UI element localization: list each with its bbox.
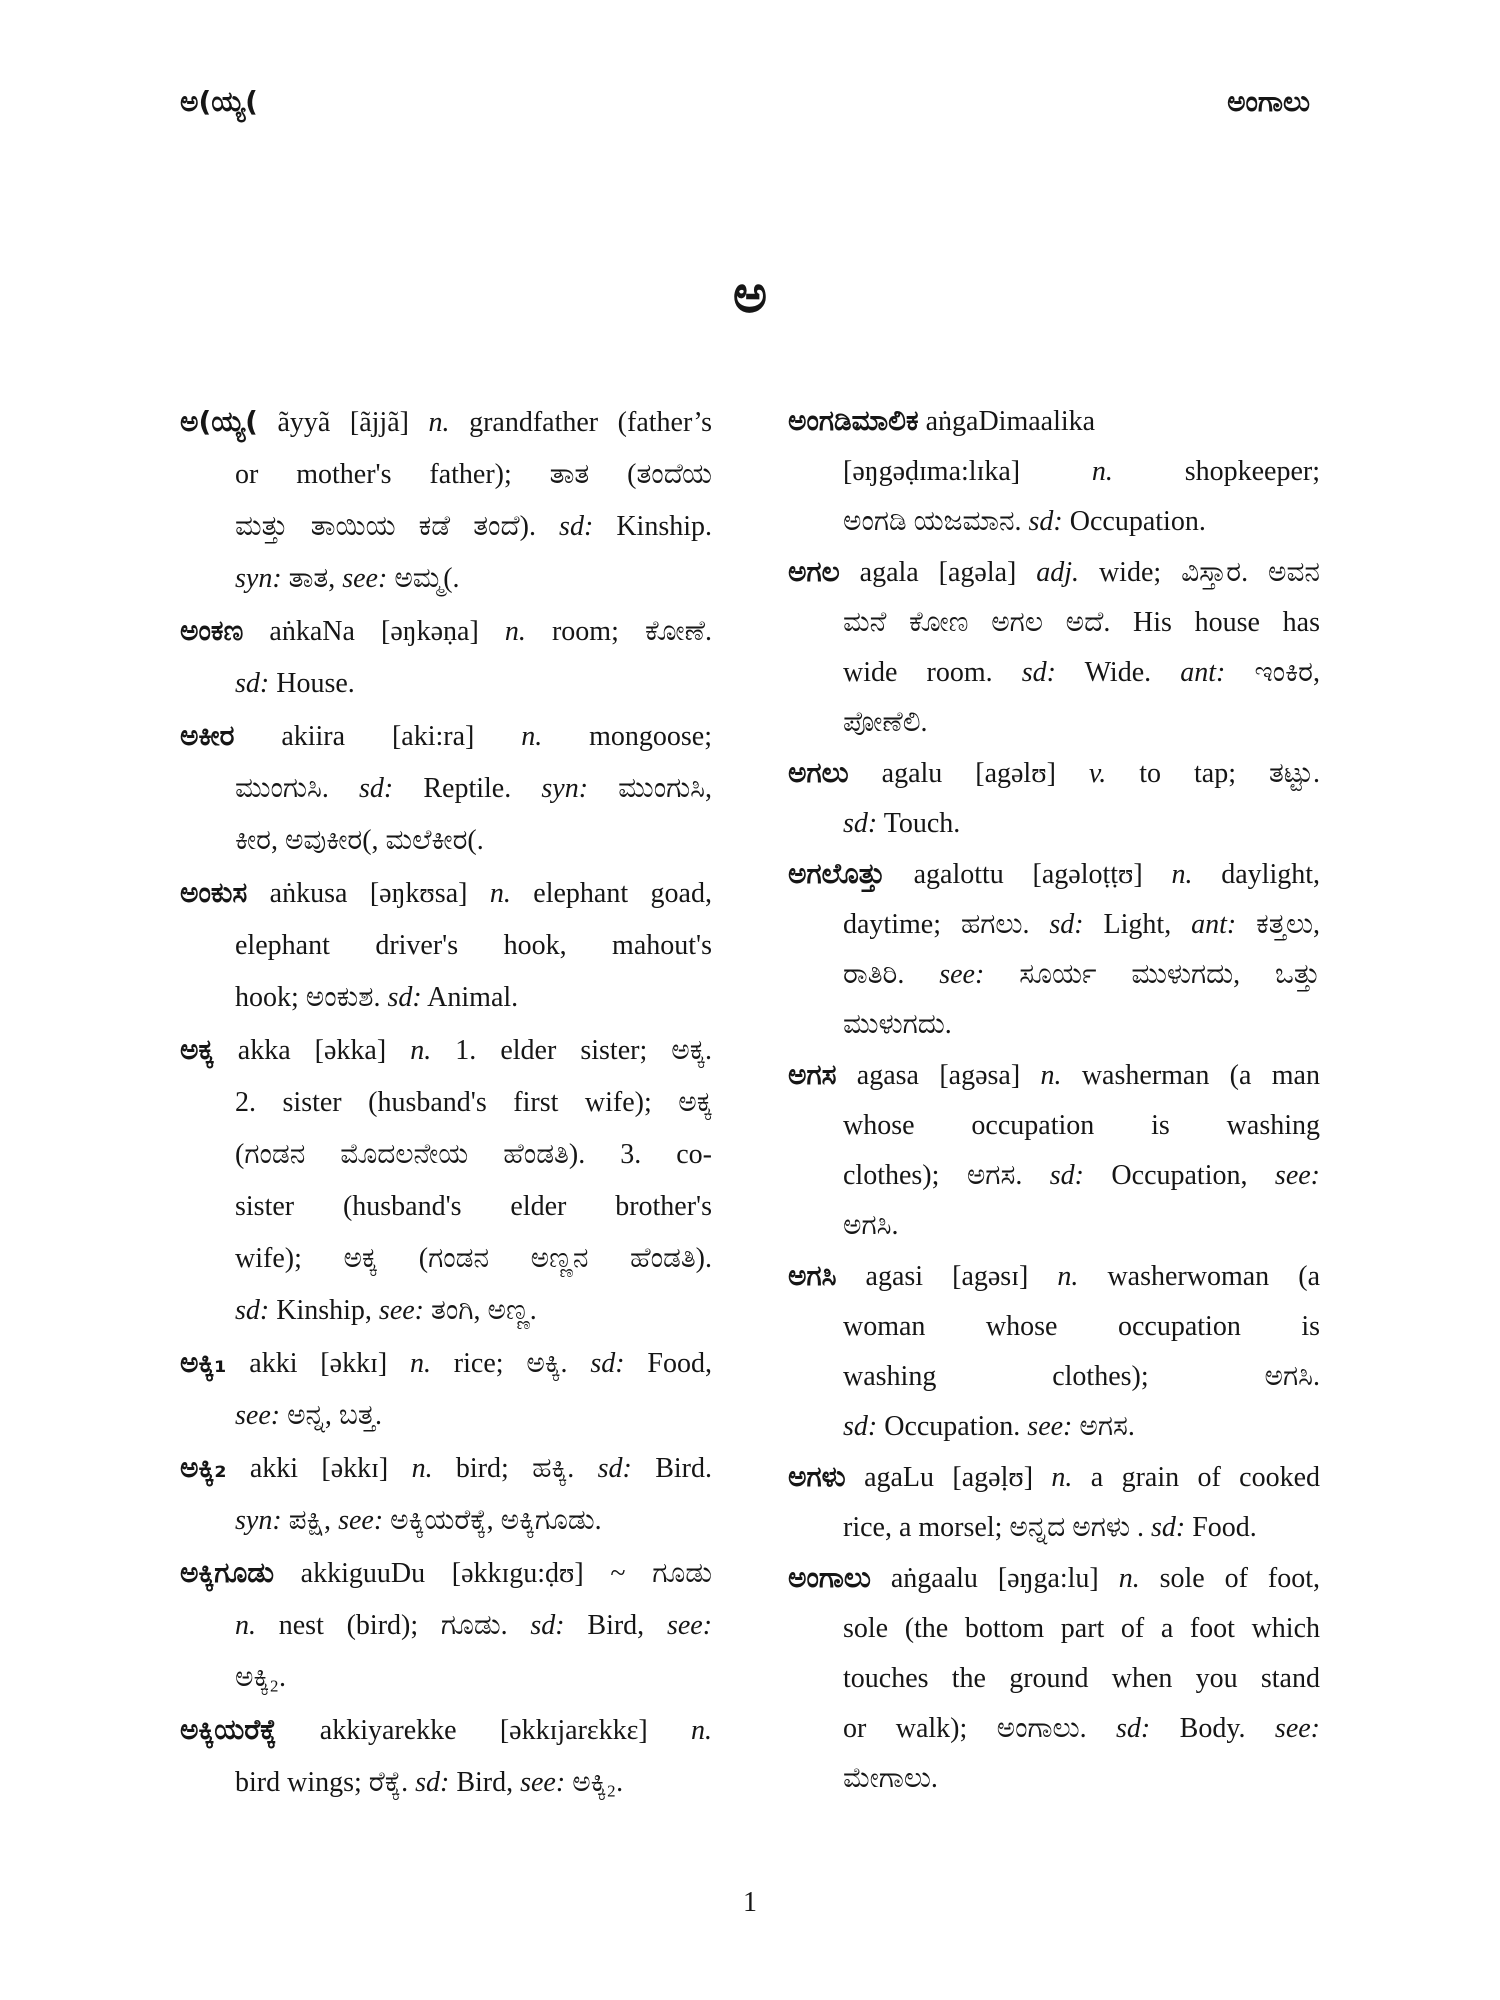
- definition-text: [əŋgəḍɪma:lɪka]: [843, 456, 1092, 487]
- definition-text: ಮುಂಗುಸಿ,: [588, 773, 713, 804]
- definition-text: mongoose;: [542, 721, 713, 752]
- definition-text: 1. elder sister; ಅಕ್ಕ.: [431, 1035, 712, 1066]
- definition-text: Wide.: [1056, 657, 1181, 688]
- entry-line: [180, 1024, 712, 1077]
- definition-text: ಅಮ್ಮ(.: [387, 563, 460, 594]
- semantic-domain-label: sd:: [843, 1411, 878, 1442]
- entry-line: [788, 849, 1320, 900]
- see-also-label: see:: [939, 959, 985, 990]
- definition-text: clothes); ಅಗಸ.: [843, 1160, 1050, 1191]
- semantic-domain-label: sd:: [1021, 657, 1056, 688]
- definition-text: Occupation,: [1083, 1160, 1275, 1191]
- see-also-label: see:: [378, 1295, 424, 1326]
- entry-line: [180, 1077, 712, 1129]
- part-of-speech: n.: [1040, 1060, 1062, 1091]
- definition-text: ಅಕ್ಕಿಯರೆಕ್ಕೆ, ಅಕ್ಕಿಗೂಡು.: [383, 1505, 602, 1536]
- page-number: 1: [743, 1887, 757, 1918]
- definition-text: akka [əkka]: [213, 1035, 411, 1066]
- definition-text: ಇಂಕಿರ,: [1225, 657, 1320, 688]
- entry-line: [788, 1704, 1320, 1754]
- entry-line: [788, 1101, 1320, 1151]
- entry-line: [180, 605, 712, 658]
- definition-text: washerman (a man: [1061, 1060, 1320, 1091]
- entry-line: [788, 648, 1320, 698]
- definition-text: rice; ಅಕ್ಕಿ.: [430, 1348, 591, 1379]
- definition-text: akkiguuDu [əkkɪgu:ḍʊ] ~ ಗೂಡು: [273, 1558, 712, 1589]
- definition-text: ತಾತ,: [281, 563, 343, 594]
- semantic-domain-label: sd:: [415, 1767, 450, 1798]
- headword: ಅಗಸಿ: [788, 1259, 837, 1292]
- headword: ಅಕ್ಕಿ₁: [180, 1346, 227, 1379]
- definition-text: akiira [aki:ra]: [234, 721, 522, 752]
- part-of-speech: n.: [1171, 859, 1193, 890]
- semantic-domain-label: sd:: [530, 1610, 565, 1641]
- antonym-label: ant:: [1180, 657, 1226, 688]
- part-of-speech: adj.: [1036, 557, 1080, 588]
- dictionary-entry: [180, 396, 712, 605]
- headword: ಅಗಳು: [788, 1460, 846, 1493]
- entry-line: [180, 710, 712, 763]
- synonym-label: syn:: [235, 1505, 282, 1536]
- entry-line: [788, 497, 1320, 547]
- part-of-speech: n.: [1057, 1261, 1079, 1292]
- definition-text: Occupation.: [1062, 506, 1206, 537]
- definition-text: ಕತ್ತಲು,: [1236, 909, 1320, 940]
- entry-line: [788, 396, 1320, 447]
- see-also-label: see:: [520, 1767, 566, 1798]
- entry-line: [788, 1151, 1320, 1201]
- definition-text: ಅಗಸಿ.: [843, 1210, 899, 1241]
- definition-text: daylight,: [1192, 859, 1321, 890]
- entry-line: [180, 658, 712, 710]
- definition-text: aṅgaDimaalika: [918, 406, 1096, 437]
- entry-line: [180, 1181, 712, 1233]
- entry-line: [788, 1251, 1320, 1302]
- definition-text: elephant driver's hook, mahout's: [235, 930, 712, 961]
- definition-text: ಮುಳುಗದು.: [843, 1009, 952, 1040]
- entry-line: [788, 1402, 1320, 1452]
- dictionary-entry: [788, 1050, 1320, 1251]
- entry-line: [788, 698, 1320, 748]
- definition-text: ãyyã [ãjjã]: [257, 407, 429, 438]
- part-of-speech: n.: [489, 878, 511, 909]
- definition-text: Bird,: [564, 1610, 667, 1641]
- definition-text: akki [əkkɪ]: [226, 1348, 410, 1379]
- dictionary-entry: [788, 1553, 1320, 1804]
- definition-text: agalu [agəlʊ]: [848, 758, 1089, 789]
- entry-line: [180, 1704, 712, 1757]
- semantic-domain-label: sd:: [235, 1295, 270, 1326]
- entry-line: [788, 1754, 1320, 1804]
- dictionary-entry: [180, 605, 712, 710]
- dictionary-entry: [180, 867, 712, 1024]
- definition-text: wide; ವಿಸ್ತಾರ. ಅವನ: [1079, 557, 1320, 588]
- entry-line: [180, 867, 712, 920]
- antonym-label: ant:: [1191, 909, 1237, 940]
- dictionary-entry: [180, 1442, 712, 1547]
- definition-text: aṅkusa [əŋkʊsa]: [247, 878, 490, 909]
- part-of-speech: n.: [235, 1610, 256, 1641]
- see-also-label: see:: [1274, 1160, 1320, 1191]
- headword: ಅಗಸ: [788, 1058, 837, 1091]
- entry-line: [788, 900, 1320, 950]
- definition-text: bird wings; ರೆಕ್ಕೆ.: [235, 1767, 416, 1798]
- definition-text: Bird.: [631, 1453, 713, 1484]
- entry-line: [180, 1547, 712, 1600]
- part-of-speech: n.: [1118, 1563, 1140, 1594]
- headword: ಅಕೀರ: [180, 719, 235, 752]
- semantic-domain-label: sd:: [559, 511, 594, 542]
- entry-line: [180, 1129, 712, 1181]
- entry-line: [788, 1302, 1320, 1352]
- definition-text: Bird,: [449, 1767, 521, 1798]
- entry-line: [180, 815, 712, 867]
- definition-text: touches the ground when you stand: [843, 1663, 1320, 1694]
- entry-line: [180, 763, 712, 815]
- entry-line: [180, 449, 712, 501]
- semantic-domain-label: sd:: [235, 668, 270, 699]
- see-also-label: see:: [666, 1610, 713, 1641]
- definition-text: aṅkaNa [əŋkəṇa]: [243, 616, 505, 647]
- semantic-domain-label: sd:: [1049, 909, 1084, 940]
- semantic-domain-label: sd:: [597, 1453, 632, 1484]
- definition-text: Food.: [1185, 1512, 1257, 1543]
- definition-text: wife); ಅಕ್ಕ (ಗಂಡನ ಅಣ್ಣನ ಹೆಂಡತಿ).: [235, 1243, 712, 1274]
- definition-text: ಅನ್ನ, ಬತ್ತ.: [280, 1400, 383, 1431]
- definition-text: or mother's father); ತಾತ (ತಂದೆಯ: [235, 459, 712, 490]
- definition-text: ಸೂರ್ಯ ಮುಳುಗದು, ಒತ್ತು: [984, 959, 1320, 990]
- entry-line: [788, 1050, 1320, 1101]
- entry-line: [788, 1201, 1320, 1251]
- left-column: [180, 396, 712, 1809]
- see-also-label: see:: [338, 1505, 384, 1536]
- definition-text: nest (bird); ಗೂಡು.: [256, 1610, 531, 1641]
- entry-line: [180, 1757, 712, 1809]
- definition-text: sole of foot,: [1139, 1563, 1320, 1594]
- definition-text: ಮನೆ ಕೋಣ ಅಗಲ ಅದೆ. His house has: [843, 607, 1320, 638]
- entry-line: [180, 1652, 712, 1704]
- entry-line: [180, 553, 712, 605]
- entry-line: [788, 748, 1320, 799]
- semantic-domain-label: sd:: [387, 982, 422, 1013]
- right-column: [788, 396, 1320, 1804]
- see-also-label: see:: [235, 1400, 281, 1431]
- dictionary-entry: [788, 547, 1320, 748]
- entry-line: [180, 396, 712, 449]
- definition-text: akkiyarekke [əkkɪjarɛkkɛ]: [276, 1715, 691, 1746]
- part-of-speech: n.: [1051, 1462, 1073, 1493]
- definition-text: bird; ಹಕ್ಕಿ.: [432, 1453, 598, 1484]
- definition-text: ತಂಗಿ, ಅಣ್ಣ.: [424, 1295, 537, 1326]
- entry-line: [788, 1604, 1320, 1654]
- definition-text: wide room.: [843, 657, 1022, 688]
- definition-text: akki [əkkɪ]: [226, 1453, 412, 1484]
- definition-text: agaLu [agəḷʊ]: [845, 1462, 1052, 1493]
- definition-text: daytime; ಹಗಲು.: [843, 909, 1050, 940]
- part-of-speech: n.: [409, 1348, 431, 1379]
- definition-text: Animal.: [421, 982, 519, 1013]
- entry-line: [788, 950, 1320, 1000]
- part-of-speech: n.: [521, 721, 543, 752]
- dictionary-entry: [180, 1704, 712, 1809]
- headword: ಅಗಲೊತ್ತು: [788, 857, 885, 890]
- definition-text: agasa [agəsa]: [836, 1060, 1041, 1091]
- definition-text: agasi [agəsɪ]: [836, 1261, 1058, 1292]
- definition-text: Reptile.: [393, 773, 542, 804]
- definition-text: ರಾತಿರಿ.: [843, 959, 940, 990]
- definition-text: elephant goad,: [510, 878, 712, 909]
- semantic-domain-label: sd:: [1028, 506, 1063, 537]
- dictionary-entry: [788, 748, 1320, 849]
- dictionary-entry: [180, 1547, 712, 1704]
- headword: ಅಂಕಣ: [180, 614, 244, 647]
- part-of-speech: n.: [428, 407, 450, 438]
- part-of-speech: n.: [410, 1035, 432, 1066]
- semantic-domain-label: sd:: [1150, 1512, 1186, 1543]
- entry-line: [788, 1553, 1320, 1604]
- dictionary-entry: [788, 396, 1320, 547]
- dictionary-entry: [788, 1251, 1320, 1452]
- definition-text: ಪೋಣೆಲಿ.: [843, 707, 928, 738]
- definition-text: agalottu [agəloṭṭʊ]: [884, 859, 1172, 890]
- entry-line: [180, 1600, 712, 1652]
- definition-text: agala [agəla]: [839, 557, 1037, 588]
- entry-line: [788, 1000, 1320, 1050]
- see-also-label: see:: [1027, 1411, 1073, 1442]
- entry-line: [180, 1233, 712, 1285]
- semantic-domain-label: sd:: [1116, 1713, 1151, 1744]
- entry-line: [180, 501, 712, 553]
- entry-line: [180, 972, 712, 1024]
- definition-text: ಕೀರ, ಅವುಕೀರ(, ಮಲೆಕೀರ(.: [235, 825, 484, 856]
- entry-line: [788, 598, 1320, 648]
- definition-text: washerwoman (a: [1078, 1261, 1320, 1292]
- headword: ಅಗಲ: [788, 555, 840, 588]
- dictionary-entry: [180, 1337, 712, 1442]
- part-of-speech: v.: [1088, 758, 1107, 789]
- definition-text: (ಗಂಡನ ಮೊದಲನೇಯ ಹೆಂಡತಿ). 3. co-: [235, 1139, 712, 1170]
- headword: ಅಕ್ಕಿಯರೆಕ್ಕೆ: [180, 1713, 277, 1746]
- entry-line: [788, 1654, 1320, 1704]
- definition-text: aṅgaalu [əŋga:lu]: [870, 1563, 1119, 1594]
- dictionary-entry: [788, 849, 1320, 1050]
- semantic-domain-label: sd:: [843, 808, 878, 839]
- definition-text: whose occupation is washing: [843, 1110, 1320, 1141]
- part-of-speech: n.: [411, 1453, 433, 1484]
- dictionary-entry: [788, 1452, 1320, 1553]
- part-of-speech: n.: [504, 616, 526, 647]
- part-of-speech: n.: [1091, 456, 1113, 487]
- definition-text: grandfather (father’s: [449, 407, 712, 438]
- headword: ಅಕ್ಕಿಗೂಡು: [180, 1556, 274, 1589]
- definition-text: ಅಕ್ಕಿ₂.: [235, 1662, 286, 1693]
- definition-text: a grain of cooked: [1072, 1462, 1321, 1493]
- definition-text: Occupation.: [877, 1411, 1028, 1442]
- definition-text: Touch.: [877, 808, 961, 839]
- definition-text: ಅಂಗಡಿ ಯಜಮಾನ.: [843, 506, 1029, 537]
- see-also-label: see:: [342, 563, 388, 594]
- running-head-last-word: ಅಂಗಾಲು: [1227, 85, 1310, 118]
- synonym-label: syn:: [235, 563, 282, 594]
- section-letter: ಅ: [732, 265, 768, 325]
- entry-line: [180, 920, 712, 972]
- definition-text: Food,: [624, 1348, 712, 1379]
- definition-text: sister (husband's elder brother's: [235, 1191, 712, 1222]
- entry-line: [180, 1495, 712, 1547]
- headword: ಅಗಲು: [788, 756, 849, 789]
- running-head-first-word: ಅ(ಯ್ಯ(: [180, 85, 258, 118]
- definition-text: ಮತ್ತು ತಾಯಿಯ ಕಡೆ ತಂದೆ).: [235, 511, 560, 542]
- entry-line: [788, 547, 1320, 598]
- part-of-speech: n.: [691, 1715, 712, 1746]
- definition-text: House.: [269, 668, 355, 699]
- headword: ಅಕ್ಕಿ₂: [180, 1451, 227, 1484]
- definition-text: or walk); ಅಂಗಾಲು.: [843, 1713, 1117, 1744]
- definition-text: 2. sister (husband's first wife); ಅಕ್ಕ: [235, 1087, 712, 1118]
- headword: ಅಂಕುಸ: [180, 876, 248, 909]
- definition-text: hook; ಅಂಕುಶ.: [235, 982, 388, 1013]
- definition-text: ಮೇಗಾಲು.: [843, 1763, 938, 1794]
- see-also-label: see:: [1274, 1713, 1320, 1744]
- headword: ಅಂಗಾಲು: [788, 1561, 871, 1594]
- entry-line: [788, 1503, 1320, 1553]
- dictionary-entry: [180, 1024, 712, 1337]
- definition-text: Light,: [1083, 909, 1192, 940]
- definition-text: rice, a morsel; ಅನ್ನದ ಅಗಳು .: [843, 1512, 1151, 1543]
- headword: ಅ(ಯ್ಯ(: [180, 405, 258, 438]
- definition-text: Body.: [1150, 1713, 1275, 1744]
- entry-line: [788, 799, 1320, 849]
- semantic-domain-label: sd:: [590, 1348, 625, 1379]
- definition-text: woman whose occupation is: [843, 1311, 1320, 1342]
- entry-line: [180, 1442, 712, 1495]
- definition-text: washing clothes); ಅಗಸಿ.: [843, 1361, 1320, 1392]
- semantic-domain-label: sd:: [359, 773, 394, 804]
- entry-line: [180, 1285, 712, 1337]
- entry-line: [788, 447, 1320, 497]
- definition-text: ಅಗಸ.: [1072, 1411, 1135, 1442]
- synonym-label: syn:: [541, 773, 589, 804]
- entry-line: [788, 1452, 1320, 1503]
- definition-text: ಪಕ್ಷಿ,: [281, 1505, 339, 1536]
- definition-text: ಮುಂಗುಸಿ.: [235, 773, 359, 804]
- entry-line: [788, 1352, 1320, 1402]
- entry-line: [180, 1390, 712, 1442]
- definition-text: ಅಕ್ಕಿ₂.: [565, 1767, 624, 1798]
- headword: ಅಂಗಡಿಮಾಲಿಕ: [788, 404, 919, 437]
- headword: ಅಕ್ಕ: [180, 1033, 214, 1066]
- semantic-domain-label: sd:: [1049, 1160, 1084, 1191]
- entry-line: [180, 1337, 712, 1390]
- definition-text: Kinship.: [593, 511, 712, 542]
- definition-text: sole (the bottom part of a foot which: [843, 1613, 1320, 1644]
- dictionary-entry: [180, 710, 712, 867]
- definition-text: room; ಕೋಣೆ.: [525, 616, 712, 647]
- definition-text: Kinship,: [269, 1295, 379, 1326]
- definition-text: to tap; ತಟ್ಟು.: [1106, 758, 1320, 789]
- definition-text: shopkeeper;: [1112, 456, 1320, 487]
